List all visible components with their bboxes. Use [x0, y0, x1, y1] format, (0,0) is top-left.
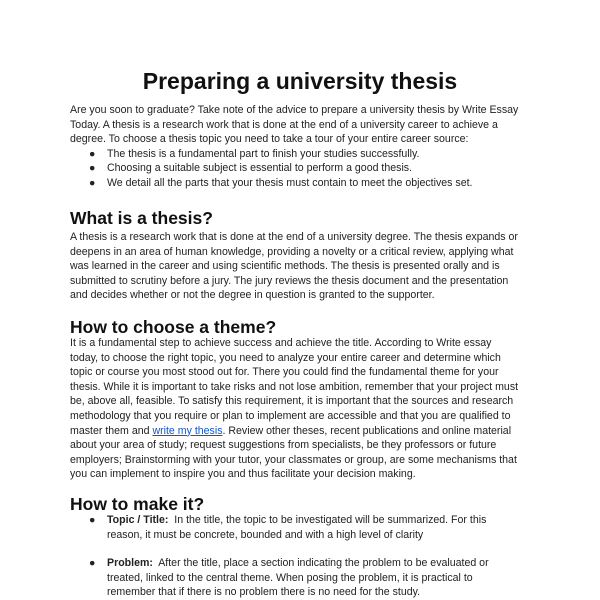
- text-line: today, to choose the right topic, you need to analyze your entire career and determine which: [70, 351, 501, 364]
- text-line: about your area of study; request suggestions from specialists, be they professors or future: [70, 439, 497, 452]
- section-heading: How to make it?: [70, 494, 205, 514]
- list-item: [70, 176, 550, 191]
- bullet-icon: ●: [89, 514, 96, 526]
- text-line: A thesis is a research work that is done at the end of a university degree. The thesis expands or: [70, 231, 518, 243]
- text-line: employers; Brainstorming with your tutor, your classmates or group, are some mechanisms that: [70, 453, 517, 466]
- text-line: thesis. While it is important to take risks and not lose ambition, remember that your project must: [70, 380, 519, 393]
- document-title: Preparing a university thesis: [142, 68, 458, 94]
- section-paragraph: [70, 336, 550, 482]
- text-line: [70, 513, 486, 528]
- intro-paragraph: [70, 103, 550, 191]
- bullet-icon: ●: [89, 147, 96, 160]
- text-line: deepens in an area of human knowledge, providing a novelty or a critical review, applying what: [70, 245, 514, 258]
- text-line: reason, it must be concrete, bounded and with a high level of clarity: [107, 528, 424, 541]
- text-line: Today. A thesis is a research work that is done at the end of a university career to achieve a: [70, 118, 498, 131]
- text-line: and decides whether or not the degree in question is granted to the supporter.: [70, 289, 435, 302]
- bullet-icon: ●: [89, 176, 96, 189]
- list-item-text: The thesis is a fundamental part to finish your studies successfully.: [107, 147, 420, 160]
- section-paragraph: [70, 230, 550, 303]
- text-line: remember that if there is no problem there is no need for the study.: [107, 586, 421, 599]
- section-heading: How to choose a theme?: [70, 317, 277, 337]
- text-line: topic or course you most stood out for. There you could find the fundamental theme for your: [70, 366, 499, 379]
- text-line: degree. To choose a thesis topic you need to take a tour of your entire career source:: [70, 133, 469, 146]
- list-item-text: Choosing a suitable subject is essential to perform a good thesis.: [107, 162, 413, 175]
- text-line: be, above all, feasible. To satisfy this requirement, it is important that the sources and research: [70, 395, 514, 408]
- text-line: treated, linked to the central theme. When posing the problem, it is practical to: [107, 571, 473, 584]
- write-my-thesis-link[interactable]: write my thesis: [152, 424, 223, 437]
- text-line: [70, 556, 489, 571]
- text-line: It is a fundamental step to achieve success and achieve the title. According to Write essay: [70, 337, 492, 349]
- list-item: [70, 147, 550, 162]
- item-label: Topic / Title:: [107, 514, 169, 526]
- text-line: was learned in the career and using scientific methods. The thesis is presented orally and is: [70, 260, 500, 273]
- list-item-text: We detail all the parts that your thesis must contain to meet the objectives set.: [107, 176, 473, 189]
- text-segment: After the title, place a section indicating the problem to be evaluated or: [158, 557, 489, 569]
- text-line: [70, 424, 550, 439]
- text-segment: In the title, the topic to be investigated will be summarized. For this: [174, 514, 487, 526]
- text-line: you can implement to inspire you and thus facilitate your decision making.: [70, 468, 416, 481]
- section-heading: What is a thesis?: [70, 208, 213, 228]
- text-line: Are you soon to graduate? Take note of the advice to prepare a university thesis by Write Essay: [70, 104, 519, 116]
- item-label: Problem:: [107, 557, 153, 569]
- bullet-icon: ●: [89, 162, 96, 175]
- list-item: [70, 556, 489, 600]
- text-segment: . Review other theses, recent publications and online material: [222, 424, 512, 437]
- text-line: submitted to scrutiny before a jury. The jury reviews the thesis document and the presentation: [70, 274, 509, 287]
- list-item: [70, 161, 550, 176]
- list-item: [70, 513, 486, 542]
- text-segment: master them and: [70, 424, 153, 437]
- text-line: methodology that you require or plan to implement are accessible and that you are qualified to: [70, 409, 511, 422]
- bullet-icon: ●: [89, 557, 96, 569]
